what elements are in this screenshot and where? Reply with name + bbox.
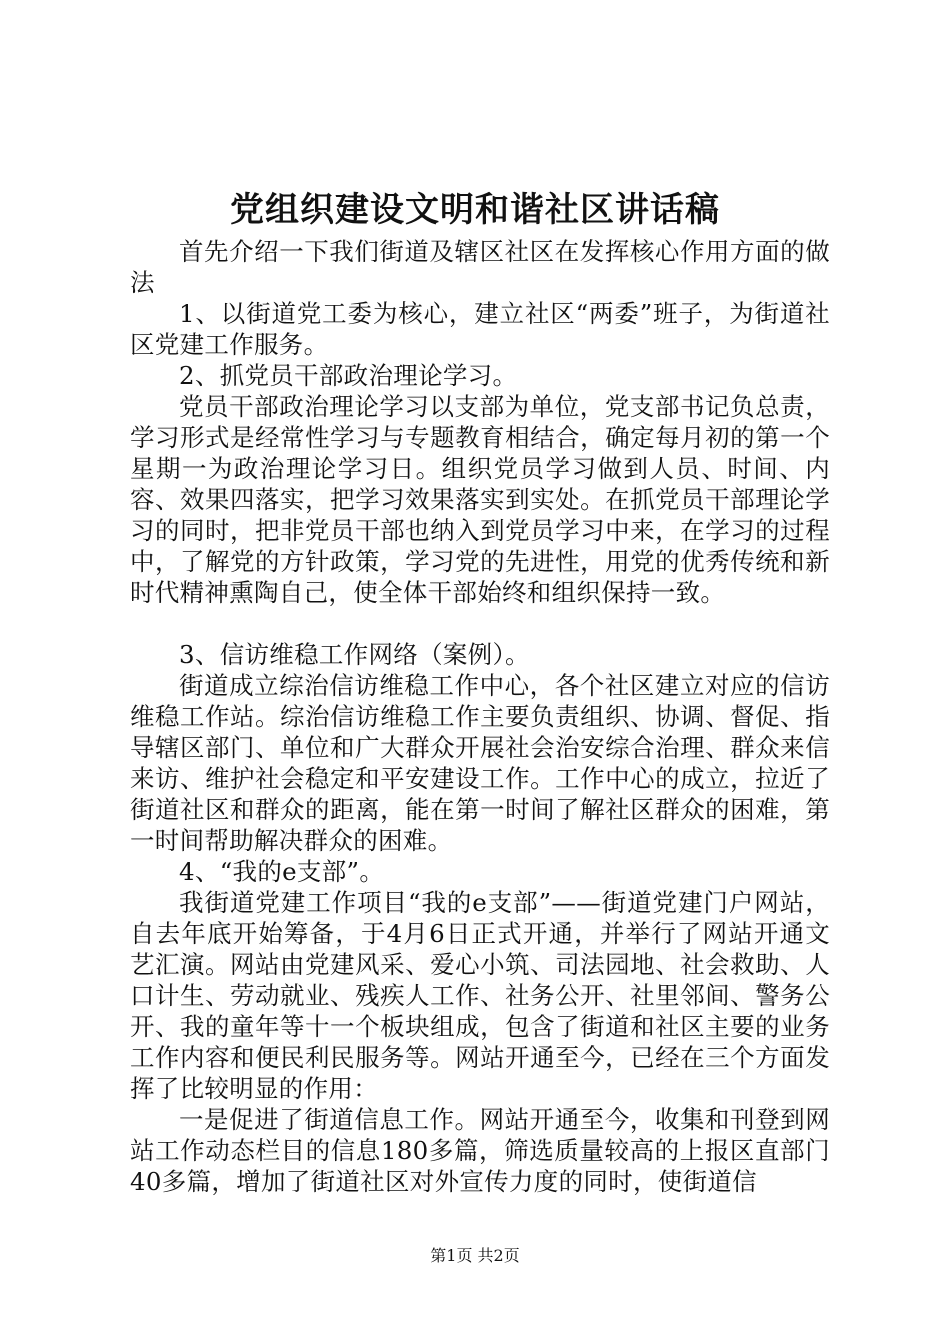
paragraph-item-1: 1、以街道党工委为核心，建立社区“两委”班子，为街道社区党建工作服务。 (130, 299, 830, 359)
paragraph-item-3: 3、信访维稳工作网络（案例）。 (179, 640, 530, 669)
paragraph-study: 党员干部政治理论学习以支部为单位，党支部书记负总责，学习形式是经常性学习与专题教育相结合，确定每月初的第一个星期一为政治理论学习日。组织党员学习做到人员、时间、内容、效果四落实，把学习效果落实到实处。在抓党员干部理论学习的同时，把非党员干部也纳入到党员学习中来，在学习的过程中，了解党的方针政策，学习党的先进性，用党的优秀传统和新时代精神熏陶自己，使全体干部始终和组织保持一致。 (130, 392, 830, 607)
paragraph-item-4: 4、“我的e支部”。 (179, 857, 385, 886)
paragraph-website: 我街道党建工作项目“我的e支部”——街道党建门户网站，自去年底开始筹备，于4月6日正式开通，并举行了网站开通文艺汇演。网站由党建风采、爱心小筑、司法园地、社会救助、人口计生、劳动就业、残疾人工作、社务公开、社里邻间、警务公开、我的童年等十一个板块组成，包含了街道和社区主要的业务工作内容和便民利民服务等。网站开通至今，已经在三个方面发挥了比较明显的作用： (130, 888, 830, 1103)
document-title: 党组织建设文明和谐社区讲话稿 (230, 190, 720, 230)
page-footer: 第1页 共2页 (430, 1246, 520, 1265)
paragraph-petition: 街道成立综治信访维稳工作中心，各个社区建立对应的信访维稳工作站。综治信访维稳工作主要负责组织、协调、督促、指导辖区部门、单位和广大群众开展社会治安综合治理、群众来信来访、维护社会稳定和平安建设工作。工作中心的成立，拉近了街道社区和群众的距离，能在第一时间了解社区群众的困难，第一时间帮助解决群众的困难。 (130, 671, 830, 855)
paragraph-effect-1: 一是促进了街道信息工作。网站开通至今，收集和刊登到网站工作动态栏目的信息180多篇，筛选质量较高的上报区直部门40多篇，增加了街道社区对外宣传力度的同时，使街道信 (130, 1105, 830, 1196)
paragraph-intro: 首先介绍一下我们街道及辖区社区在发挥核心作用方面的做法 (130, 237, 830, 297)
paragraph-item-2: 2、抓党员干部政治理论学习。 (179, 361, 518, 390)
document-body (130, 236, 830, 1197)
